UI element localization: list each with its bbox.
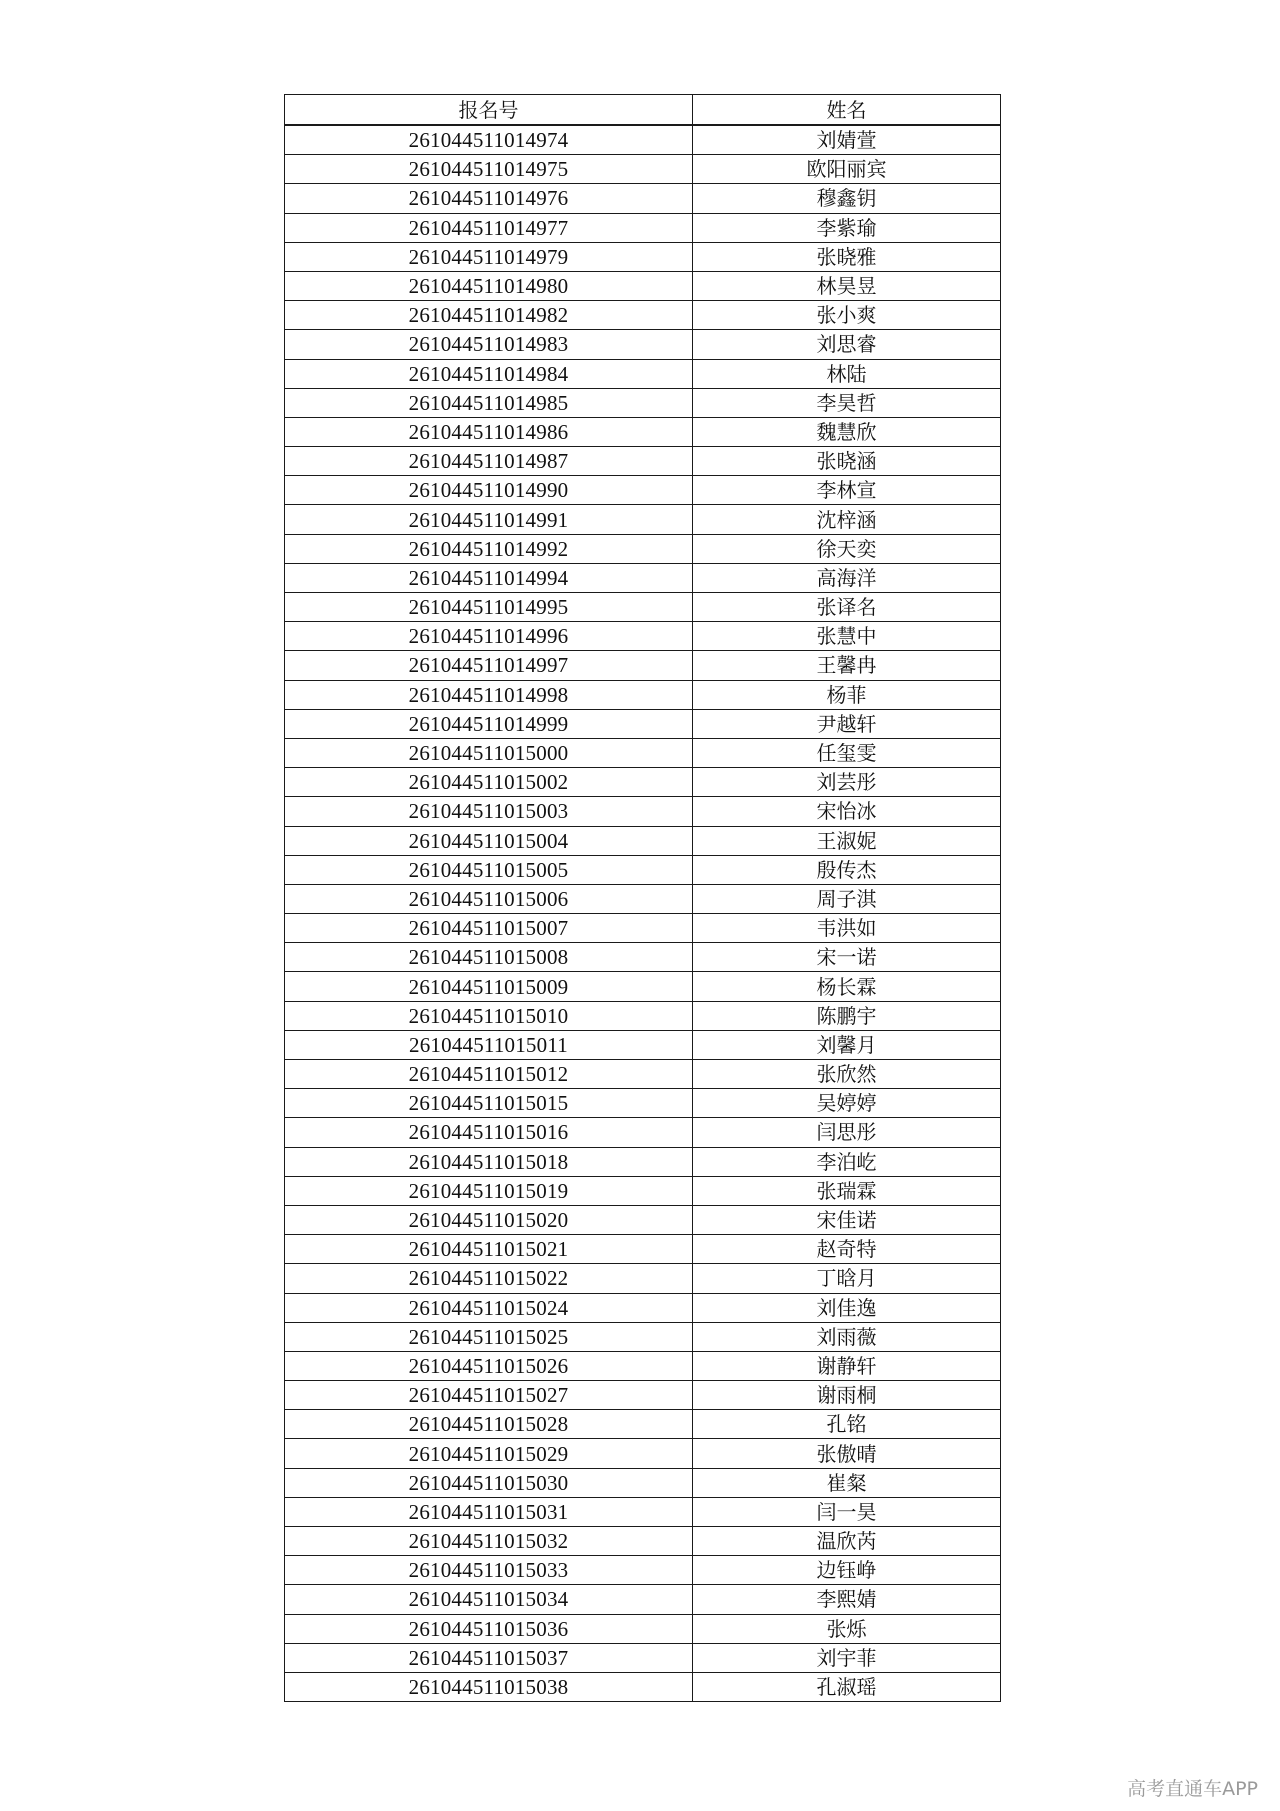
registration-number-cell: 261044511015026 bbox=[285, 1351, 693, 1380]
registration-number-cell: 261044511015024 bbox=[285, 1293, 693, 1322]
student-name-cell: 吴婷婷 bbox=[693, 1089, 1001, 1118]
table-row bbox=[285, 1147, 1001, 1176]
registration-number-cell: 261044511015019 bbox=[285, 1176, 693, 1205]
registration-number-cell: 261044511015029 bbox=[285, 1439, 693, 1468]
student-name-cell: 闫一昊 bbox=[693, 1497, 1001, 1526]
registration-number-cell: 261044511015015 bbox=[285, 1089, 693, 1118]
student-name-cell: 周子淇 bbox=[693, 884, 1001, 913]
registration-number-cell: 261044511014977 bbox=[285, 213, 693, 242]
table-row bbox=[285, 1468, 1001, 1497]
table-row bbox=[285, 301, 1001, 330]
table-row bbox=[285, 1410, 1001, 1439]
student-name-cell: 张译名 bbox=[693, 593, 1001, 622]
student-name-cell: 刘婧萱 bbox=[693, 125, 1001, 155]
student-name-cell: 欧阳丽宾 bbox=[693, 155, 1001, 184]
student-name-cell: 殷传杰 bbox=[693, 855, 1001, 884]
registration-number-cell: 261044511015010 bbox=[285, 1001, 693, 1030]
registration-number-cell: 261044511015011 bbox=[285, 1030, 693, 1059]
table-row bbox=[285, 709, 1001, 738]
student-name-cell: 徐天奕 bbox=[693, 534, 1001, 563]
registration-number-cell: 261044511014974 bbox=[285, 125, 693, 155]
table-row bbox=[285, 1527, 1001, 1556]
student-name-cell: 王馨冉 bbox=[693, 651, 1001, 680]
registration-number-cell: 261044511014996 bbox=[285, 622, 693, 651]
student-name-cell: 韦洪如 bbox=[693, 914, 1001, 943]
table-row bbox=[285, 1205, 1001, 1234]
table-row bbox=[285, 271, 1001, 300]
table-row bbox=[285, 1089, 1001, 1118]
registration-number-cell: 261044511014980 bbox=[285, 271, 693, 300]
student-name-cell: 尹越轩 bbox=[693, 709, 1001, 738]
table-row bbox=[285, 184, 1001, 213]
table-row bbox=[285, 826, 1001, 855]
registration-number-cell: 261044511015033 bbox=[285, 1556, 693, 1585]
student-name-cell: 陈鹏宇 bbox=[693, 1001, 1001, 1030]
student-name-cell: 张烁 bbox=[693, 1614, 1001, 1643]
registration-number-cell: 261044511014987 bbox=[285, 447, 693, 476]
registration-table bbox=[284, 94, 1001, 1702]
table-row bbox=[285, 1118, 1001, 1147]
table-row bbox=[285, 738, 1001, 767]
registration-number-cell: 261044511015005 bbox=[285, 855, 693, 884]
table-row bbox=[285, 1439, 1001, 1468]
student-name-cell: 杨菲 bbox=[693, 680, 1001, 709]
table-row bbox=[285, 242, 1001, 271]
table-row bbox=[285, 1060, 1001, 1089]
registration-number-cell: 261044511015031 bbox=[285, 1497, 693, 1526]
registration-number-cell: 261044511015007 bbox=[285, 914, 693, 943]
student-name-cell: 崔粲 bbox=[693, 1468, 1001, 1497]
student-name-cell: 丁晗月 bbox=[693, 1264, 1001, 1293]
registration-number-cell: 261044511015003 bbox=[285, 797, 693, 826]
table-row bbox=[285, 768, 1001, 797]
student-name-cell: 李紫瑜 bbox=[693, 213, 1001, 242]
table-row bbox=[285, 1585, 1001, 1614]
registration-number-cell: 261044511014975 bbox=[285, 155, 693, 184]
student-name-cell: 宋一诺 bbox=[693, 943, 1001, 972]
table-row bbox=[285, 651, 1001, 680]
table-row bbox=[285, 1322, 1001, 1351]
student-name-cell: 杨长霖 bbox=[693, 972, 1001, 1001]
header-row bbox=[285, 95, 1001, 126]
registration-number-cell: 261044511015018 bbox=[285, 1147, 693, 1176]
student-name-cell: 穆鑫钥 bbox=[693, 184, 1001, 213]
student-name-cell: 王淑妮 bbox=[693, 826, 1001, 855]
table-row bbox=[285, 1497, 1001, 1526]
student-name-cell: 孔淑瑶 bbox=[693, 1672, 1001, 1701]
registration-number-cell: 261044511014998 bbox=[285, 680, 693, 709]
registration-number-cell: 261044511014995 bbox=[285, 593, 693, 622]
table-row bbox=[285, 388, 1001, 417]
student-name-cell: 高海洋 bbox=[693, 563, 1001, 592]
registration-number-cell: 261044511015022 bbox=[285, 1264, 693, 1293]
table-row bbox=[285, 1672, 1001, 1701]
table-row bbox=[285, 797, 1001, 826]
registration-number-cell: 261044511014986 bbox=[285, 417, 693, 446]
student-name-cell: 张欣然 bbox=[693, 1060, 1001, 1089]
student-name-cell: 宋怡冰 bbox=[693, 797, 1001, 826]
student-name-cell: 林昊昱 bbox=[693, 271, 1001, 300]
table-row bbox=[285, 972, 1001, 1001]
registration-number-cell: 261044511014983 bbox=[285, 330, 693, 359]
student-name-cell: 宋佳诺 bbox=[693, 1205, 1001, 1234]
student-name-cell: 任玺雯 bbox=[693, 738, 1001, 767]
watermark-text: 高考直通车APP bbox=[1127, 1778, 1258, 1800]
registration-number-cell: 261044511014985 bbox=[285, 388, 693, 417]
registration-number-cell: 261044511015016 bbox=[285, 1118, 693, 1147]
table-row bbox=[285, 593, 1001, 622]
registration-number-cell: 261044511014976 bbox=[285, 184, 693, 213]
table-row bbox=[285, 884, 1001, 913]
registration-number-cell: 261044511014990 bbox=[285, 476, 693, 505]
table-row bbox=[285, 505, 1001, 534]
registration-number-cell: 261044511015034 bbox=[285, 1585, 693, 1614]
student-name-cell: 赵奇特 bbox=[693, 1235, 1001, 1264]
registration-number-cell: 261044511014997 bbox=[285, 651, 693, 680]
table-row bbox=[285, 1643, 1001, 1672]
student-name-cell: 李昊哲 bbox=[693, 388, 1001, 417]
student-name-cell: 张慧中 bbox=[693, 622, 1001, 651]
student-name-cell: 刘思睿 bbox=[693, 330, 1001, 359]
table-row bbox=[285, 534, 1001, 563]
table-row bbox=[285, 359, 1001, 388]
registration-number-cell: 261044511014992 bbox=[285, 534, 693, 563]
table-row bbox=[285, 622, 1001, 651]
student-name-cell: 沈梓涵 bbox=[693, 505, 1001, 534]
table-row bbox=[285, 476, 1001, 505]
registration-number-cell: 261044511015036 bbox=[285, 1614, 693, 1643]
student-name-cell: 李熙婧 bbox=[693, 1585, 1001, 1614]
student-name-cell: 刘馨月 bbox=[693, 1030, 1001, 1059]
table-row bbox=[285, 1381, 1001, 1410]
student-name-cell: 魏慧欣 bbox=[693, 417, 1001, 446]
table-row bbox=[285, 1556, 1001, 1585]
table-row bbox=[285, 943, 1001, 972]
header-registration-number: 报名号 bbox=[285, 95, 693, 126]
registration-number-cell: 261044511015027 bbox=[285, 1381, 693, 1410]
registration-number-cell: 261044511015020 bbox=[285, 1205, 693, 1234]
table-header bbox=[285, 95, 1001, 126]
registration-number-cell: 261044511015002 bbox=[285, 768, 693, 797]
student-name-cell: 温欣芮 bbox=[693, 1527, 1001, 1556]
registration-number-cell: 261044511015028 bbox=[285, 1410, 693, 1439]
table-row bbox=[285, 155, 1001, 184]
table-row bbox=[285, 563, 1001, 592]
table-row bbox=[285, 680, 1001, 709]
registration-number-cell: 261044511015021 bbox=[285, 1235, 693, 1264]
table-row bbox=[285, 1264, 1001, 1293]
table-row bbox=[285, 417, 1001, 446]
registration-number-cell: 261044511015038 bbox=[285, 1672, 693, 1701]
registration-number-cell: 261044511015025 bbox=[285, 1322, 693, 1351]
table-row bbox=[285, 1235, 1001, 1264]
registration-number-cell: 261044511015012 bbox=[285, 1060, 693, 1089]
table-row bbox=[285, 1293, 1001, 1322]
table-row bbox=[285, 125, 1001, 155]
header-name: 姓名 bbox=[693, 95, 1001, 126]
table-row bbox=[285, 1351, 1001, 1380]
student-name-cell: 张傲晴 bbox=[693, 1439, 1001, 1468]
registration-number-cell: 261044511014994 bbox=[285, 563, 693, 592]
student-name-cell: 刘雨薇 bbox=[693, 1322, 1001, 1351]
registration-number-cell: 261044511014979 bbox=[285, 242, 693, 271]
registration-number-cell: 261044511014984 bbox=[285, 359, 693, 388]
student-name-cell: 孔铭 bbox=[693, 1410, 1001, 1439]
table-row bbox=[285, 330, 1001, 359]
registration-number-cell: 261044511015004 bbox=[285, 826, 693, 855]
student-name-cell: 张晓涵 bbox=[693, 447, 1001, 476]
registration-number-cell: 261044511014982 bbox=[285, 301, 693, 330]
student-name-cell: 张晓雅 bbox=[693, 242, 1001, 271]
student-name-cell: 张小爽 bbox=[693, 301, 1001, 330]
table-row bbox=[285, 855, 1001, 884]
registration-number-cell: 261044511015030 bbox=[285, 1468, 693, 1497]
student-name-cell: 刘宇菲 bbox=[693, 1643, 1001, 1672]
table-row bbox=[285, 1614, 1001, 1643]
registration-number-cell: 261044511015009 bbox=[285, 972, 693, 1001]
student-name-cell: 谢静轩 bbox=[693, 1351, 1001, 1380]
registration-number-cell: 261044511015008 bbox=[285, 943, 693, 972]
registration-number-cell: 261044511014999 bbox=[285, 709, 693, 738]
student-name-cell: 张瑞霖 bbox=[693, 1176, 1001, 1205]
student-name-cell: 刘佳逸 bbox=[693, 1293, 1001, 1322]
student-name-cell: 李泊屹 bbox=[693, 1147, 1001, 1176]
student-name-cell: 边钰峥 bbox=[693, 1556, 1001, 1585]
registration-number-cell: 261044511015006 bbox=[285, 884, 693, 913]
table-row bbox=[285, 213, 1001, 242]
student-name-cell: 谢雨桐 bbox=[693, 1381, 1001, 1410]
table-row bbox=[285, 1001, 1001, 1030]
registration-number-cell: 261044511015032 bbox=[285, 1527, 693, 1556]
student-name-cell: 闫思彤 bbox=[693, 1118, 1001, 1147]
student-name-cell: 林陆 bbox=[693, 359, 1001, 388]
table-row bbox=[285, 1176, 1001, 1205]
table-row bbox=[285, 1030, 1001, 1059]
student-name-cell: 李林宣 bbox=[693, 476, 1001, 505]
table-body bbox=[285, 125, 1001, 1702]
registration-number-cell: 261044511015037 bbox=[285, 1643, 693, 1672]
registration-number-cell: 261044511014991 bbox=[285, 505, 693, 534]
registration-number-cell: 261044511015000 bbox=[285, 738, 693, 767]
student-name-cell: 刘芸彤 bbox=[693, 768, 1001, 797]
table-row bbox=[285, 914, 1001, 943]
table-row bbox=[285, 447, 1001, 476]
